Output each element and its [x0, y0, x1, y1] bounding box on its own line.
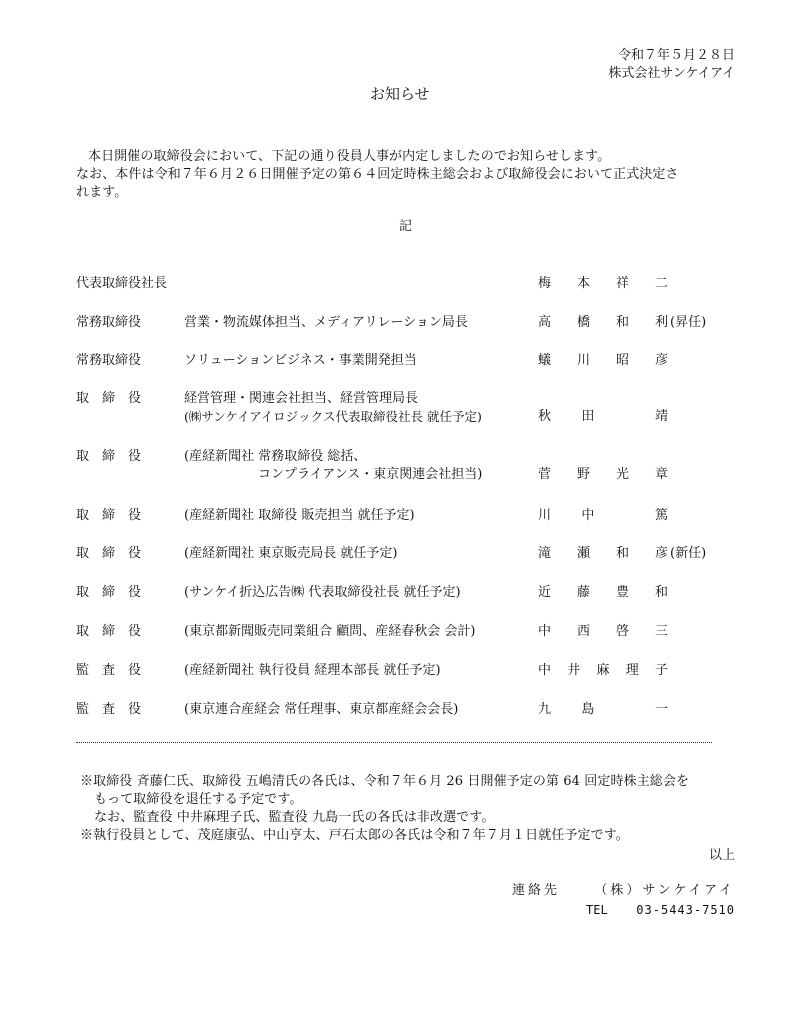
name-char: 三	[654, 624, 668, 639]
officer-duty: (サンケイ折込広告㈱ 代表取締役社長 就任予定)	[184, 585, 461, 600]
note-line-1: ※取締役 斉藤仁氏、取締役 五嶋清氏の各氏は、令和７年６月 26 日開催予定の第 64 回定時株主総会を	[80, 774, 690, 789]
closing-mark: 以上	[708, 848, 735, 863]
name-char: 彦	[654, 546, 668, 561]
officer-note: (昇任)	[670, 315, 707, 330]
officer-duty: (産経新聞社 東京販売局長 就任予定)	[184, 546, 398, 561]
name-char: 麻	[596, 663, 610, 678]
name-char: 蟻	[538, 353, 552, 368]
officer-role: 取 締 役	[76, 624, 142, 639]
name-char: 中	[538, 624, 552, 639]
name-char: 秋	[538, 409, 552, 424]
name-char: 滝	[538, 546, 552, 561]
officer-name	[538, 353, 668, 369]
tel-number: 03-5443-7510	[636, 903, 735, 917]
name-char: 橋	[576, 315, 590, 330]
name-char: 野	[576, 467, 590, 482]
contact-company: （株）サンケイアイ	[594, 883, 735, 898]
officer-role: 代表取締役社長	[76, 276, 168, 291]
name-char: 本	[576, 276, 590, 291]
issue-date: 令和７年５月２８日	[617, 48, 735, 63]
name-char: 和	[615, 546, 629, 561]
name-char: 西	[576, 624, 590, 639]
officer-role: 監 査 役	[76, 702, 142, 717]
name-char: 瀬	[576, 546, 590, 561]
dotted-divider	[76, 742, 712, 745]
officer-role: 取 締 役	[76, 449, 142, 464]
issuer-company: 株式会社サンケイアイ	[608, 66, 735, 81]
name-char: 理	[625, 663, 639, 678]
contact-label: 連絡先	[512, 883, 561, 898]
officer-name	[538, 624, 668, 640]
officer-duty: 営業・物流媒体担当、メディアリレーション局長	[184, 315, 468, 330]
name-char: 靖	[654, 409, 668, 424]
name-char: 篤	[654, 508, 668, 523]
name-char: 光	[615, 467, 629, 482]
officer-role: 取 締 役	[76, 546, 142, 561]
name-char: 子	[654, 663, 668, 678]
note-line-3: なお、監査役 中井麻理子氏、監査役 九島一氏の各氏は非改選です。	[94, 810, 495, 825]
name-char: 川	[538, 508, 552, 523]
officer-note: (新任)	[670, 546, 707, 561]
tel-label: TEL	[586, 903, 608, 917]
officer-name	[538, 276, 668, 292]
name-char: 昭	[615, 353, 629, 368]
name-char: 九	[538, 702, 552, 717]
officer-duty: 経営管理・関連会社担当、経営管理局長	[184, 391, 419, 406]
intro-line-1: 本日開催の取締役会において、下記の通り役員人事が内定しましたのでお知らせします。	[88, 149, 611, 164]
name-char: 祥	[615, 276, 629, 291]
officer-name	[538, 546, 668, 562]
name-char: 一	[654, 702, 668, 717]
name-char: 彦	[654, 353, 668, 368]
officer-name	[538, 663, 668, 679]
name-char: 章	[654, 467, 668, 482]
intro-line-3: れます。	[76, 185, 128, 200]
name-char: 梅	[538, 276, 552, 291]
officer-duty: (東京連合産経会 常任理事、東京都産経会会長)	[184, 702, 459, 717]
officer-name	[538, 702, 668, 718]
officer-name	[538, 508, 668, 524]
name-char: 藤	[576, 585, 590, 600]
name-char: 近	[538, 585, 552, 600]
officer-role: 常務取締役	[76, 353, 142, 368]
officer-name	[538, 315, 668, 331]
officer-duty-sub: (㈱サンケイアイロジックス代表取締役社長 就任予定)	[184, 409, 482, 424]
officer-role: 取 締 役	[76, 585, 142, 600]
name-char: 豊	[615, 585, 629, 600]
intro-line-2: なお、本件は令和７年６月２６日開催予定の第６４回定時株主総会および取締役会において正式決定さ	[76, 167, 679, 182]
name-char: 中	[538, 663, 552, 678]
name-char: 中	[581, 508, 595, 523]
page-title: お知らせ	[370, 85, 430, 103]
officer-role: 取 締 役	[76, 508, 142, 523]
officer-duty: (産経新聞社 常務取締役 総括、	[184, 449, 367, 464]
ki-mark: 記	[399, 219, 413, 234]
name-char: 和	[654, 585, 668, 600]
name-char: 高	[538, 315, 552, 330]
name-char: 二	[654, 276, 668, 291]
name-char: 島	[581, 702, 595, 717]
officer-name	[538, 585, 668, 601]
name-char: 菅	[538, 467, 552, 482]
officer-duty: ソリューションビジネス・事業開発担当	[184, 353, 417, 368]
officer-role: 監 査 役	[76, 663, 142, 678]
note-line-2: もって取締役を退任する予定です。	[94, 792, 303, 807]
name-char: 田	[581, 409, 595, 424]
note-line-4: ※執行役員として、茂庭康弘、中山亨太、戸石太郎の各氏は令和７年７月１日就任予定です。	[80, 828, 629, 843]
officer-duty: (産経新聞社 執行役員 経理本部長 就任予定)	[184, 663, 441, 678]
name-char: 和	[615, 315, 629, 330]
officer-duty-sub: コンプライアンス・東京関連会社担当)	[258, 467, 483, 482]
officer-duty: (産経新聞社 取締役 販売担当 就任予定)	[184, 508, 415, 523]
officer-duty: (東京都新聞販売同業組合 顧問、産経春秋会 会計)	[184, 624, 476, 639]
officer-role: 取 締 役	[76, 391, 142, 406]
name-char: 井	[567, 663, 581, 678]
name-char: 利	[654, 315, 668, 330]
officer-name	[538, 467, 668, 483]
name-char: 啓	[615, 624, 629, 639]
officer-role: 常務取締役	[76, 315, 142, 330]
name-char: 川	[576, 353, 590, 368]
officer-name	[538, 409, 668, 425]
